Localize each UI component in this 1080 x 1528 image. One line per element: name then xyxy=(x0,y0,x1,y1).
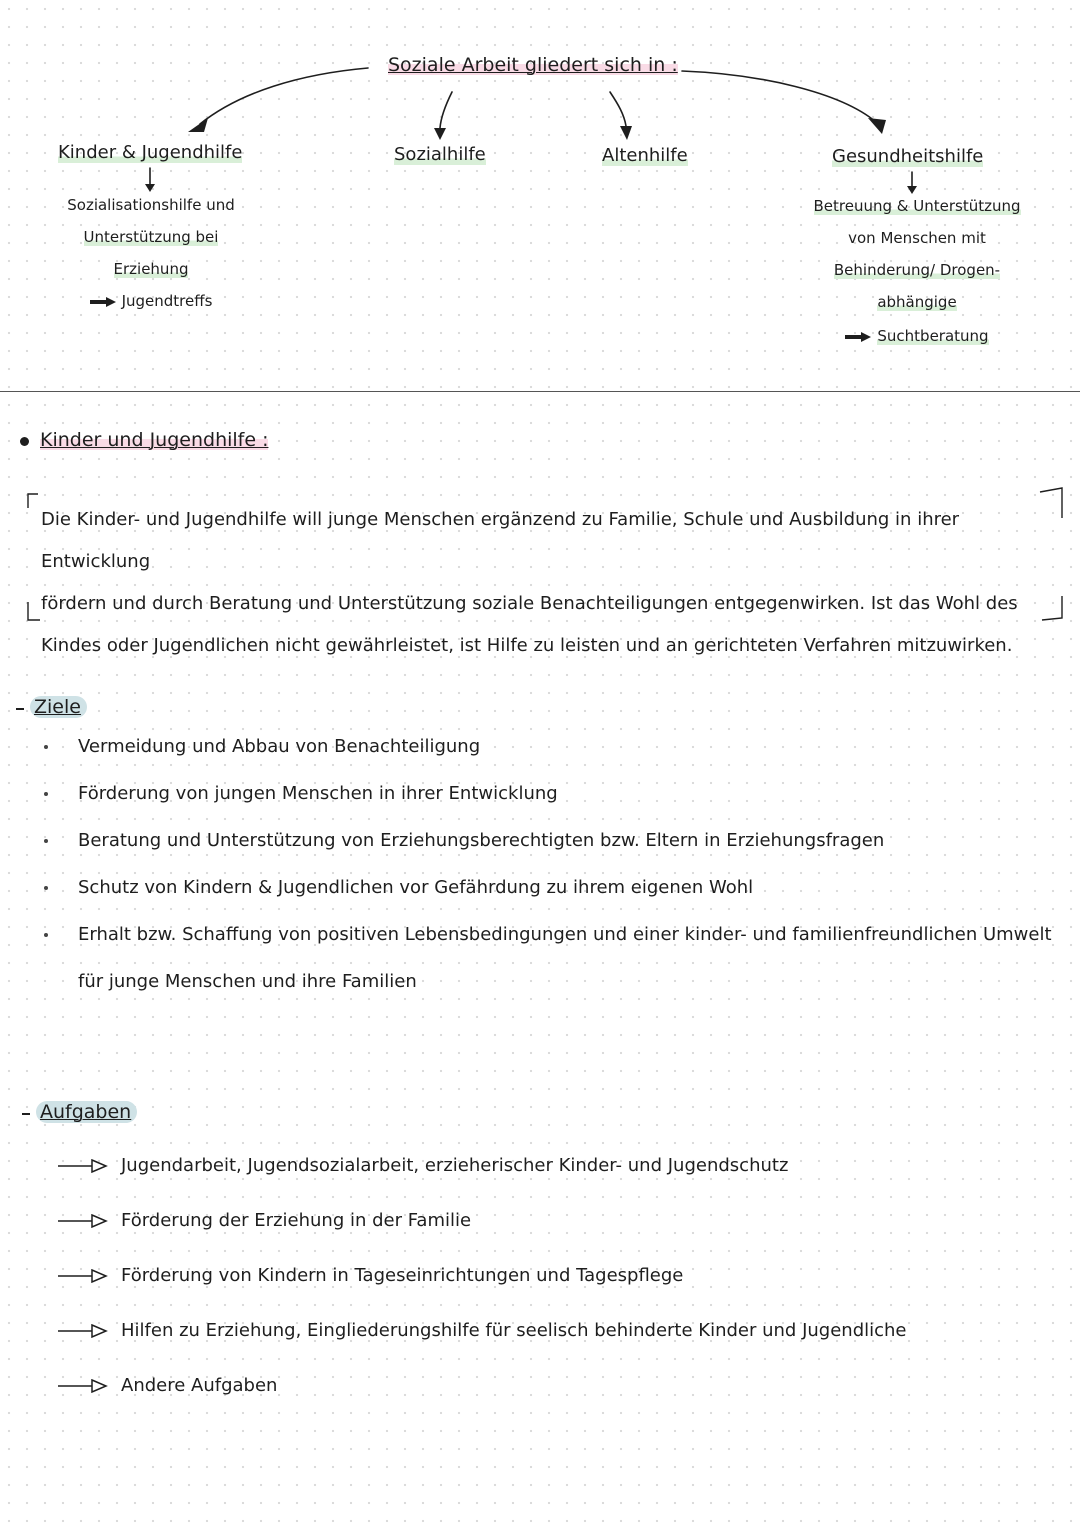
section-heading-ziele: Ziele xyxy=(30,696,87,718)
kinder-jugendhilfe-details xyxy=(40,189,262,317)
list-item: Förderung von Kindern in Tageseinrichtungen und Tagespflege xyxy=(56,1248,1056,1303)
paragraph-line: Kindes oder Jugendlichen nicht gewährleistet, ist Hilfe zu leisten und an gerichteten Verfahren mitzuwirken. xyxy=(41,635,1013,656)
right-arrow-icon xyxy=(90,297,116,307)
list-item: Andere Aufgaben xyxy=(56,1358,1056,1413)
section-heading-aufgaben: Aufgaben xyxy=(36,1101,137,1123)
hollow-arrow-icon xyxy=(56,1269,108,1283)
list-item: Beratung und Unterstützung von Erziehungsberechtigten bzw. Eltern in Erziehungsfragen xyxy=(44,817,1064,864)
example-line: Suchtberatung xyxy=(800,320,1034,352)
paragraph-line: Die Kinder- und Jugendhilfe will junge Menschen ergänzend zu Familie, Schule und Ausbildung in ihrer Entwicklung xyxy=(41,509,960,572)
right-arrow-icon xyxy=(845,332,871,342)
section-divider xyxy=(0,391,1080,392)
hollow-arrow-icon xyxy=(56,1214,108,1228)
detail-line: Behinderung/ Drogen- xyxy=(833,261,1001,279)
paragraph-line: fördern und durch Beratung und Unterstützung soziale Benachteiligungen entgegenwirken. Ist das Wohl des xyxy=(41,593,1018,614)
hollow-arrow-icon xyxy=(56,1324,108,1338)
category-kinder-jugendhilfe: Kinder & Jugendhilfe xyxy=(58,142,243,163)
list-item: Vermeidung und Abbau von Benachteiligung xyxy=(44,723,1064,770)
arrow-to-sozialhilfe xyxy=(440,92,452,128)
list-item: Erhalt bzw. Schaffung von positiven Lebensbedingungen und einer kinder- und familienfreundlichen Umwelt xyxy=(44,911,1064,958)
category-altenhilfe: Altenhilfe xyxy=(602,145,688,166)
category-gesundheitshilfe: Gesundheitshilfe xyxy=(832,146,984,167)
hollow-arrow-icon xyxy=(56,1159,108,1173)
arrow-to-kinder-jugendhilfe xyxy=(200,68,368,124)
dash-marker xyxy=(16,708,24,710)
arrow-to-gesundheitshilfe xyxy=(682,71,876,122)
list-item: Hilfen zu Erziehung, Eingliederungshilfe für seelisch behinderte Kinder und Jugendliche xyxy=(56,1303,1056,1358)
example-line: Jugendtreffs xyxy=(40,285,262,317)
category-sozialhilfe: Sozialhilfe xyxy=(394,144,486,165)
section-heading-kinder-jugendhilfe: Kinder und Jugendhilfe : xyxy=(40,429,269,451)
list-item-continuation: für junge Menschen und ihre Familien xyxy=(78,971,417,992)
bullet-dot xyxy=(20,437,29,446)
arrow-to-altenhilfe xyxy=(610,92,626,126)
ziele-list xyxy=(44,723,1064,1005)
mindmap-arrows xyxy=(0,0,1080,200)
gesundheitshilfe-details xyxy=(800,190,1034,352)
hollow-arrow-icon xyxy=(56,1379,108,1393)
list-item: Förderung von jungen Menschen in ihrer Entwicklung xyxy=(44,770,1064,817)
list-item: Förderung der Erziehung in der Familie xyxy=(56,1193,1056,1248)
detail-line: Sozialisationshilfe und xyxy=(67,196,235,214)
detail-line: Betreuung & Unterstützung xyxy=(813,197,1021,215)
detail-line: von Menschen mit xyxy=(848,229,986,247)
list-item: Schutz von Kindern & Jugendlichen vor Gefährdung zu ihrem eigenen Wohl xyxy=(44,864,1064,911)
list-item: Jugendarbeit, Jugendsozialarbeit, erzieherischer Kinder- und Jugendschutz xyxy=(56,1138,1056,1193)
dash-marker xyxy=(22,1113,30,1115)
detail-line: abhängige xyxy=(877,293,957,311)
aufgaben-list xyxy=(56,1138,1056,1413)
detail-line: Erziehung xyxy=(113,260,189,278)
mindmap-title: Soziale Arbeit gliedert sich in : xyxy=(388,54,678,76)
detail-line: Unterstützung bei xyxy=(83,228,219,246)
kjh-definition-paragraph xyxy=(41,499,1051,667)
